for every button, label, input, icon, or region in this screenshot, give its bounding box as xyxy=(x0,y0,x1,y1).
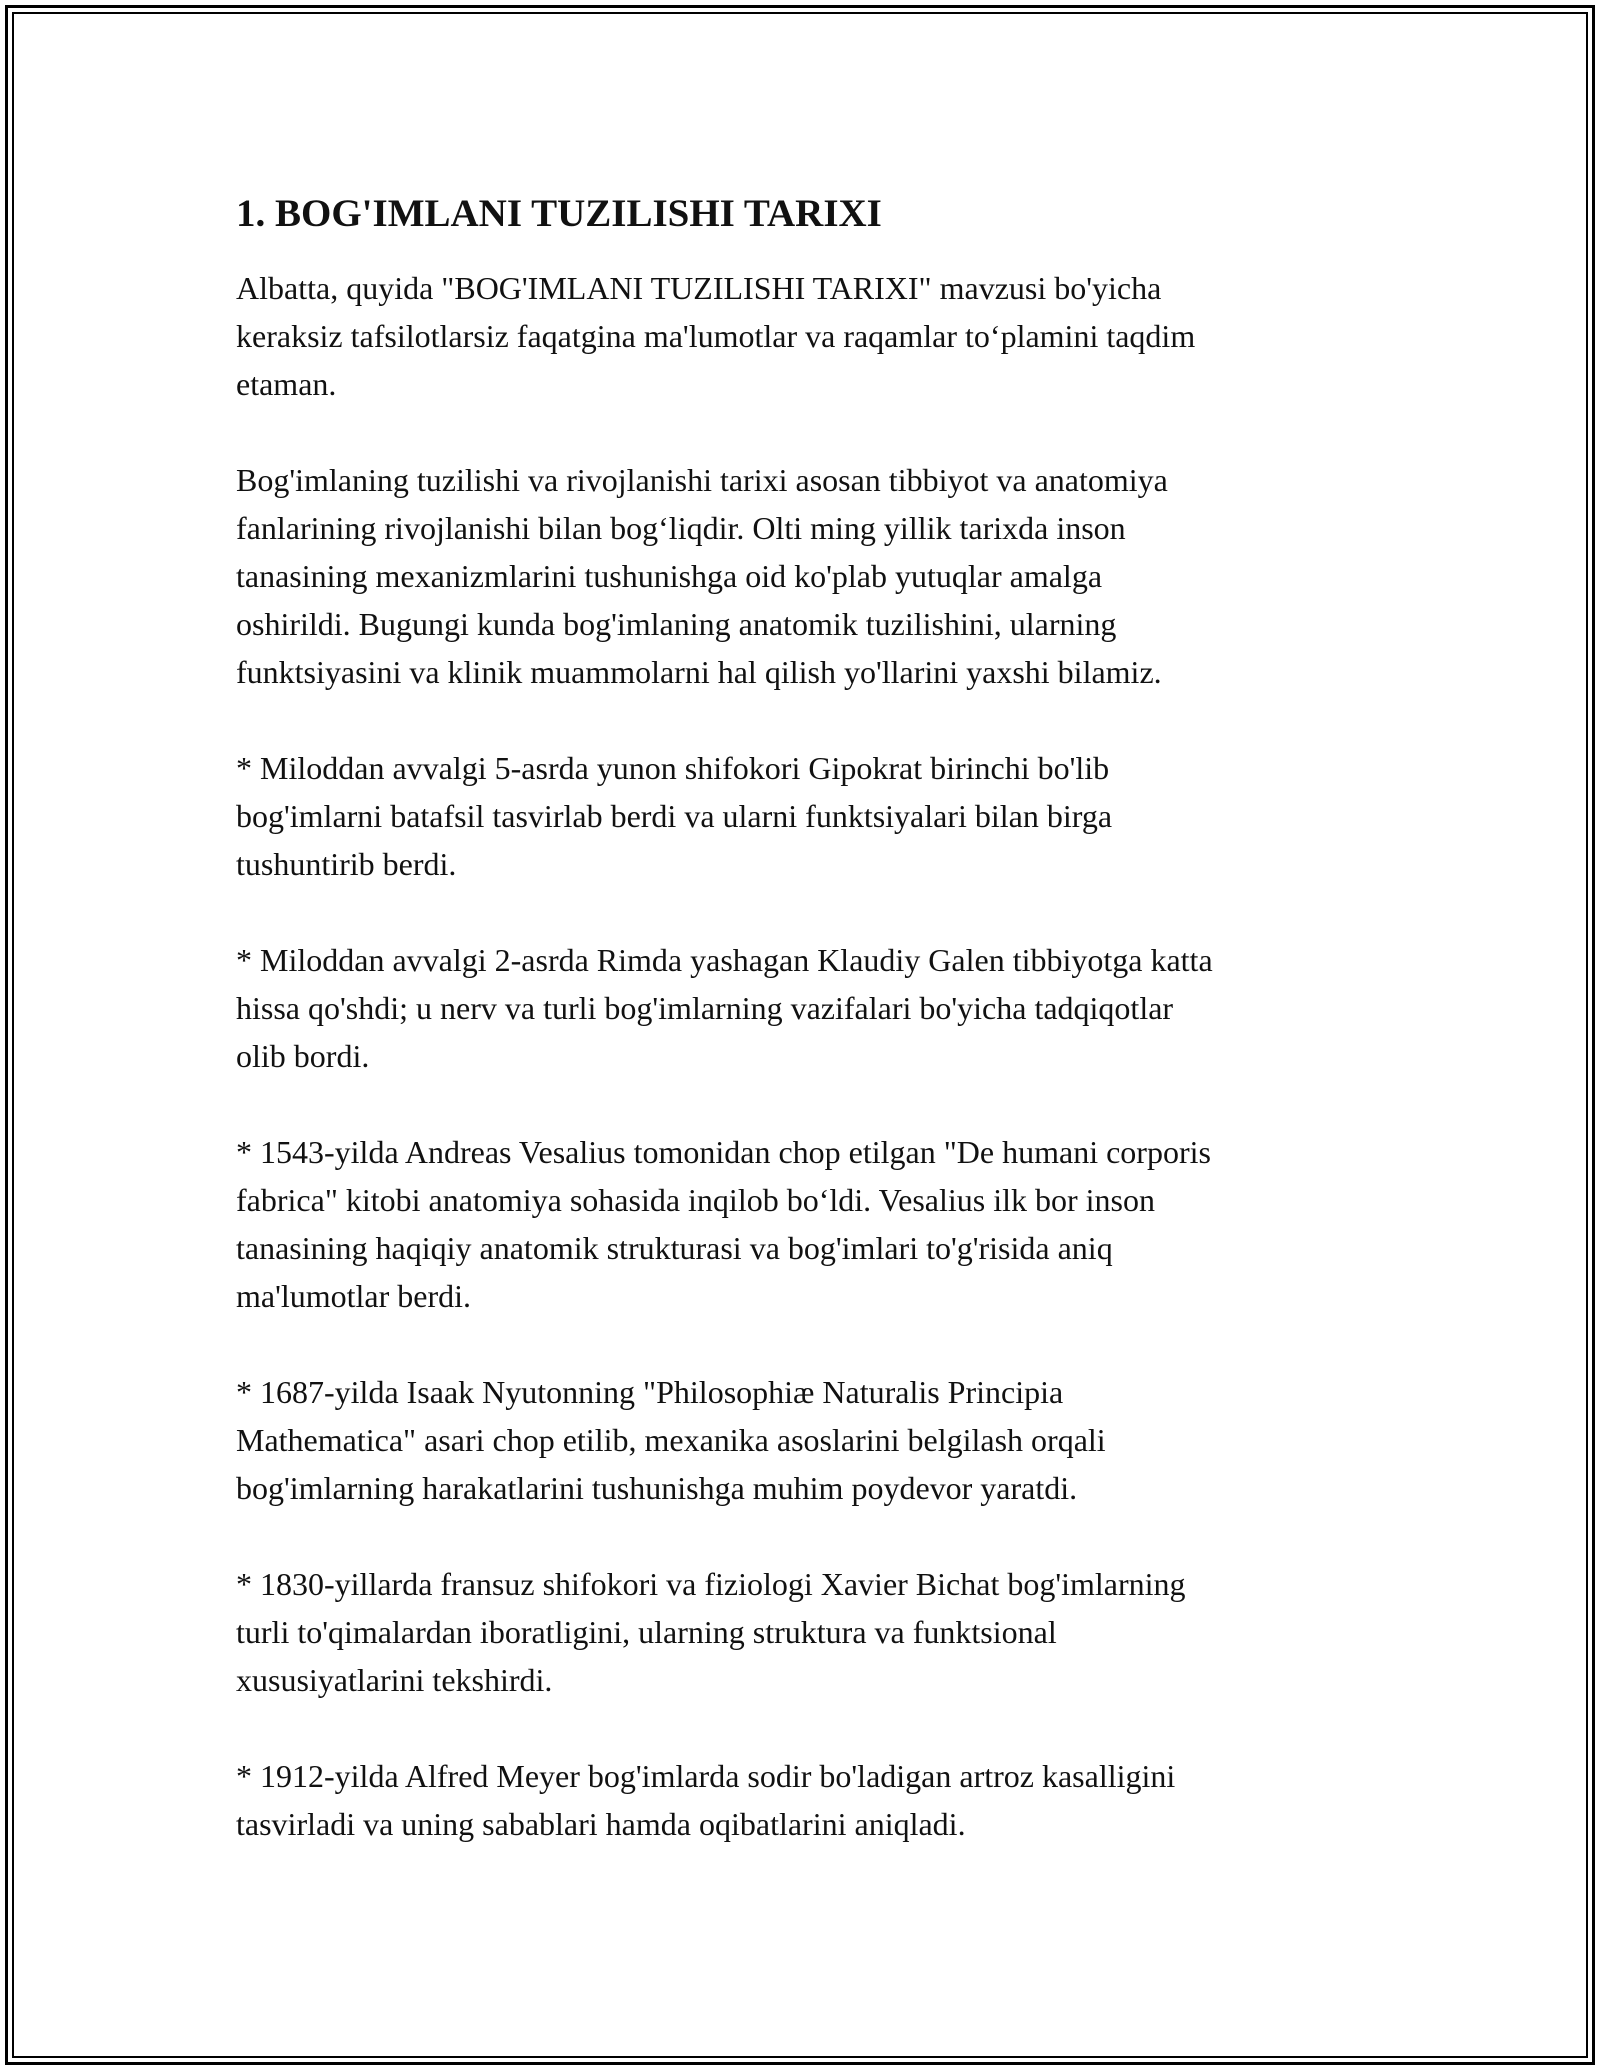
list-item-galen: * Miloddan avvalgi 2-asrda Rimda yashagan Klaudiy Galen tibbiyotga katta hissa qo'shdi; u nerv va turli bog'imlarning vazifalari bo'yicha tadqiqotlar olib bordi. xyxy=(236,942,1213,1074)
list-item-bichat: * 1830-yillarda fransuz shifokori va fiziologi Xavier Bichat bog'imlarning turli to'qimalardan iboratligini, ularning struktura va funktsional xususiyatlarini tekshirdi. xyxy=(236,1566,1186,1698)
document-body xyxy=(236,188,1376,1896)
list-item-newton: * 1687-yilda Isaak Nyutonning "Philosophiæ Naturalis Principia Mathematica" asari chop etilib, mexanika asoslarini belgilash orqali bog'imlarning harakatlarini tushunishga muhim poydevor yaratdi. xyxy=(236,1374,1106,1506)
list-item-hippocrates: * Miloddan avvalgi 5-asrda yunon shifokori Gipokrat birinchi bo'lib bog'imlarni batafsil tasvirlab berdi va ularni funktsiyalari bilan birga tushuntirib berdi. xyxy=(236,750,1113,882)
intro-paragraph: Albatta, quyida "BOG'IMLANI TUZILISHI TARIXI" mavzusi bo'yicha keraksiz tafsilotlarsiz faqatgina ma'lumotlar va raqamlar to‘plamini taqdim etaman. xyxy=(236,270,1196,402)
list-item-vesalius: * 1543-yilda Andreas Vesalius tomonidan chop etilgan "De humani corporis fabrica" kitobi anatomiya sohasida inqilob bo‘ldi. Vesalius ilk bor inson tanasining haqiqiy anatomik strukturasi va bog'imlari to'g'risida aniq ma'lumotlar berdi. xyxy=(236,1134,1211,1314)
document-title: 1. BOG'IMLANI TUZILISHI TARIXI xyxy=(236,192,882,235)
history-paragraph: Bog'imlaning tuzilishi va rivojlanishi tarixi asosan tibbiyot va anatomiya fanlarining rivojlanishi bilan bog‘liqdir. Olti ming yillik tarixda inson tanasining mexanizmlarini tushunishga oid ko'plab yutuqlar amalga oshirildi. Bugungi kunda bog'imlaning anatomik tuzilishini, ularning funktsiyasini va klinik muammolarni hal qilish yo'llarini yaxshi bilamiz. xyxy=(236,462,1168,690)
list-item-meyer: * 1912-yilda Alfred Meyer bog'imlarda sodir bo'ladigan artroz kasalligini tasvirladi va uning sabablari hamda oqibatlarini aniqladi. xyxy=(236,1758,1176,1842)
